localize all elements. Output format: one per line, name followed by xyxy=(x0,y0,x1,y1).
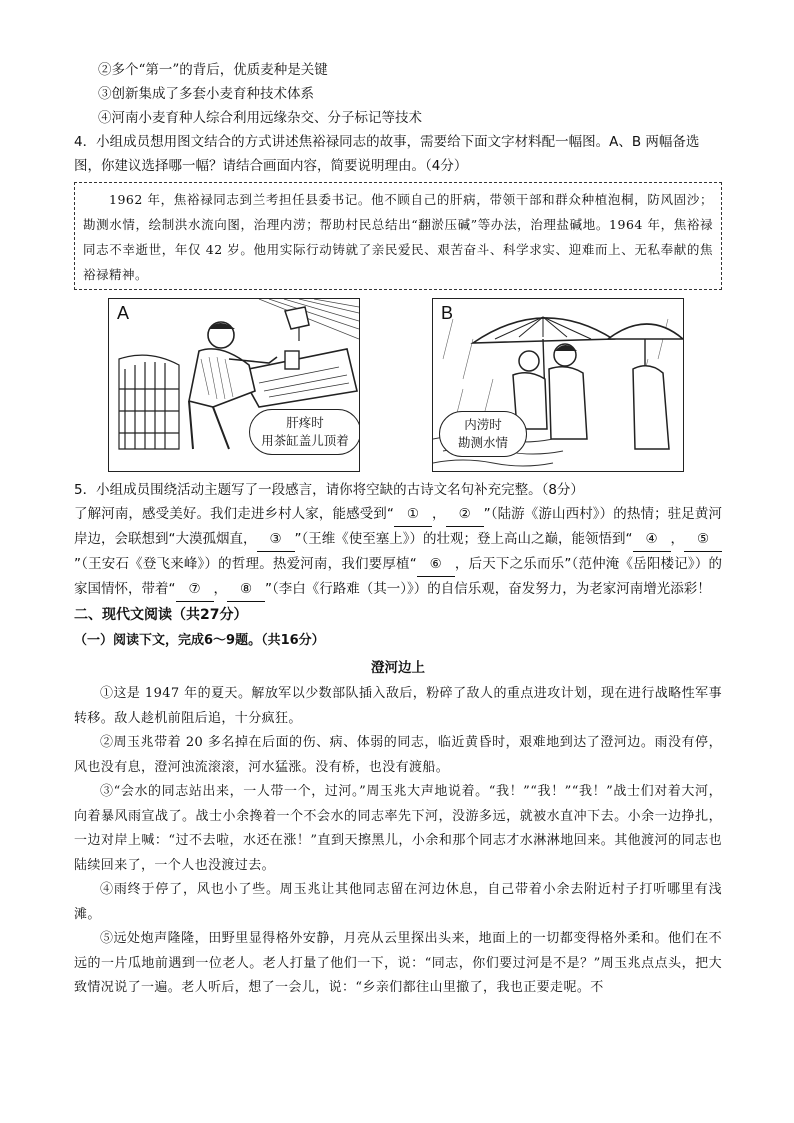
q5-text: “ xyxy=(625,531,633,547)
picture-b xyxy=(432,298,684,472)
blank-7[interactable]: ⑦ xyxy=(176,577,214,602)
picture-a-caption-line-2: 用茶缸盖儿顶着 xyxy=(261,433,349,448)
q5-text: ， xyxy=(670,531,684,547)
q4-picture-row xyxy=(74,298,722,478)
passage-paragraph-3: ③“会水的同志站出来，一人带一个，过河。”周玉兆大声地说着。“我！”“我！”“我！”战士们对着大河，向着暴风雨宣战了。战士小余搀着一个不会水的同志率先下河，没游多远，就被水直冲下去。小余一边挣扎，一边对岸上喊：“过不去啦，水还在涨！”直到天擦黑儿，小余和那个同志才水淋淋地回来。其他渡河的同志也陆续回来了，一个人也没渡过去。 xyxy=(74,784,722,873)
picture-b-caption-line-2: 勘测水情 xyxy=(457,435,508,450)
q4-material-box xyxy=(74,182,722,290)
q4-material-text: 1962 年，焦裕禄同志到兰考担任县委书记。他不顾自己的肝病，带领干部和群众种植泡桐，防风固沙；勘测水情，绘制洪水流向图，治理内涝；帮助村民总结出“翻淤压碱”等办法，治理盐碱地。1964 年，焦裕禄同志不幸逝世，年仅 42 岁。他用实际行动铸就了亲民爱民、艰苦奋斗、科学求实、迎难而上、无私奉献的焦裕禄精神。 xyxy=(83,192,713,282)
section-2-heading: 二、现代文阅读（共27分） xyxy=(74,607,248,623)
q5-text: ”（李白《行路难（其一）》）的自信乐观，奋 xyxy=(265,581,522,597)
picture-a xyxy=(108,298,360,472)
q5-text: ， xyxy=(431,506,446,522)
q5-text: ”（王维《使至塞上》）的壮观；登上高山之巅，能领悟到 xyxy=(294,531,626,547)
q3-option-4: ④河南小麦育种人综合利用远缘杂交、分子标记等技术 xyxy=(98,110,422,126)
q5-prompt: 5．小组成员围绕活动主题写了一段感言，请你将空缺的古诗文名句补充完整。（8分） xyxy=(74,482,584,498)
blank-8[interactable]: ⑧ xyxy=(227,577,265,602)
blank-5[interactable]: ⑤ xyxy=(684,527,722,552)
q5-essay xyxy=(74,502,722,602)
q5-text: ”（陆游《游山西村》）的热情；驻 xyxy=(483,506,682,522)
q5-text: ”（王安石《登飞来峰》）的哲理。热爱河南，我们要厚植“ xyxy=(74,556,417,572)
q5-text: 发努力，为老家河南增光添彩！ xyxy=(521,581,711,597)
blank-6[interactable]: ⑥ xyxy=(417,552,455,577)
blank-4[interactable]: ④ xyxy=(633,527,671,552)
picture-b-caption xyxy=(439,411,527,457)
passage-paragraph-5: ⑤远处炮声隆隆，田野里显得格外安静，月亮从云里探出头来，地面上的一切都变得格外柔和。他们在不远的一片瓜地前遇到一位老人。老人打量了他们一下，说：“同志，你们要过河是不是？”周玉兆点点头，把大致情况说了一遍。老人听后，想了一会儿，说：“乡亲们都往山里撤了，我也正要走呢。不 xyxy=(74,931,722,995)
picture-b-caption-line-1: 内涝时 xyxy=(464,417,502,432)
q3-option-3: ③创新集成了多套小麦育种技术体系 xyxy=(98,86,314,102)
blank-3[interactable]: ③ xyxy=(257,527,295,552)
q5-text: （范仲淹《岳阳楼记》）的家国情怀，带着“ xyxy=(74,556,722,597)
q5-text: ，后天下之乐而乐” xyxy=(454,556,572,572)
q4-prompt-line-1: 4．小组成员想用图文结合的方式讲述焦裕禄同志的故事，需要给下面文字材料配一幅图。A、B 两幅备选 xyxy=(74,134,700,150)
picture-a-letter: A xyxy=(117,303,130,323)
picture-b-letter: B xyxy=(441,303,454,323)
q4-prompt-line-2: 图，你建议选择哪一幅？请结合画面内容，简要说明理由。（4分） xyxy=(74,158,468,174)
q3-option-2: ②多个“第一”的背后，优质麦种是关键 xyxy=(98,62,328,78)
q5-text: 足黄河岸边，会联想到“大漠孤烟直， xyxy=(74,506,723,547)
exam-page xyxy=(74,58,722,1001)
section-2-subheading: （一）阅读下文，完成6～9题。（共16分） xyxy=(74,633,325,648)
blank-1[interactable]: ① xyxy=(394,502,432,527)
q5-text: ， xyxy=(213,581,227,597)
passage-paragraph-4: ④雨终于停了，风也小了些。周玉兆让其他同志留在河边休息，自己带着小余去附近村子打听哪里有浅滩。 xyxy=(74,882,722,922)
q5-text: 了解河南，感受美好。我们走进乡村人家，能感受到“ xyxy=(74,506,394,522)
passage-paragraph-2: ②周玉兆带着 20 多名掉在后面的伤、病、体弱的同志，临近黄昏时，艰难地到达了澄河边。雨没有停，风也没有息，澄河浊流滚滚，河水猛涨。没有桥，也没有渡船。 xyxy=(74,735,722,775)
picture-a-caption xyxy=(249,409,360,455)
blank-2[interactable]: ② xyxy=(446,502,484,527)
passage-title: 澄河边上 xyxy=(371,660,425,676)
passage-paragraph-1: ①这是 1947 年的夏天。解放军以少数部队插入敌后，粉碎了敌人的重点进攻计划，现在进行战略性军事转移。敌人趁机前阻后追，十分疯狂。 xyxy=(74,686,722,726)
picture-a-caption-line-1: 肝疼时 xyxy=(286,415,324,430)
